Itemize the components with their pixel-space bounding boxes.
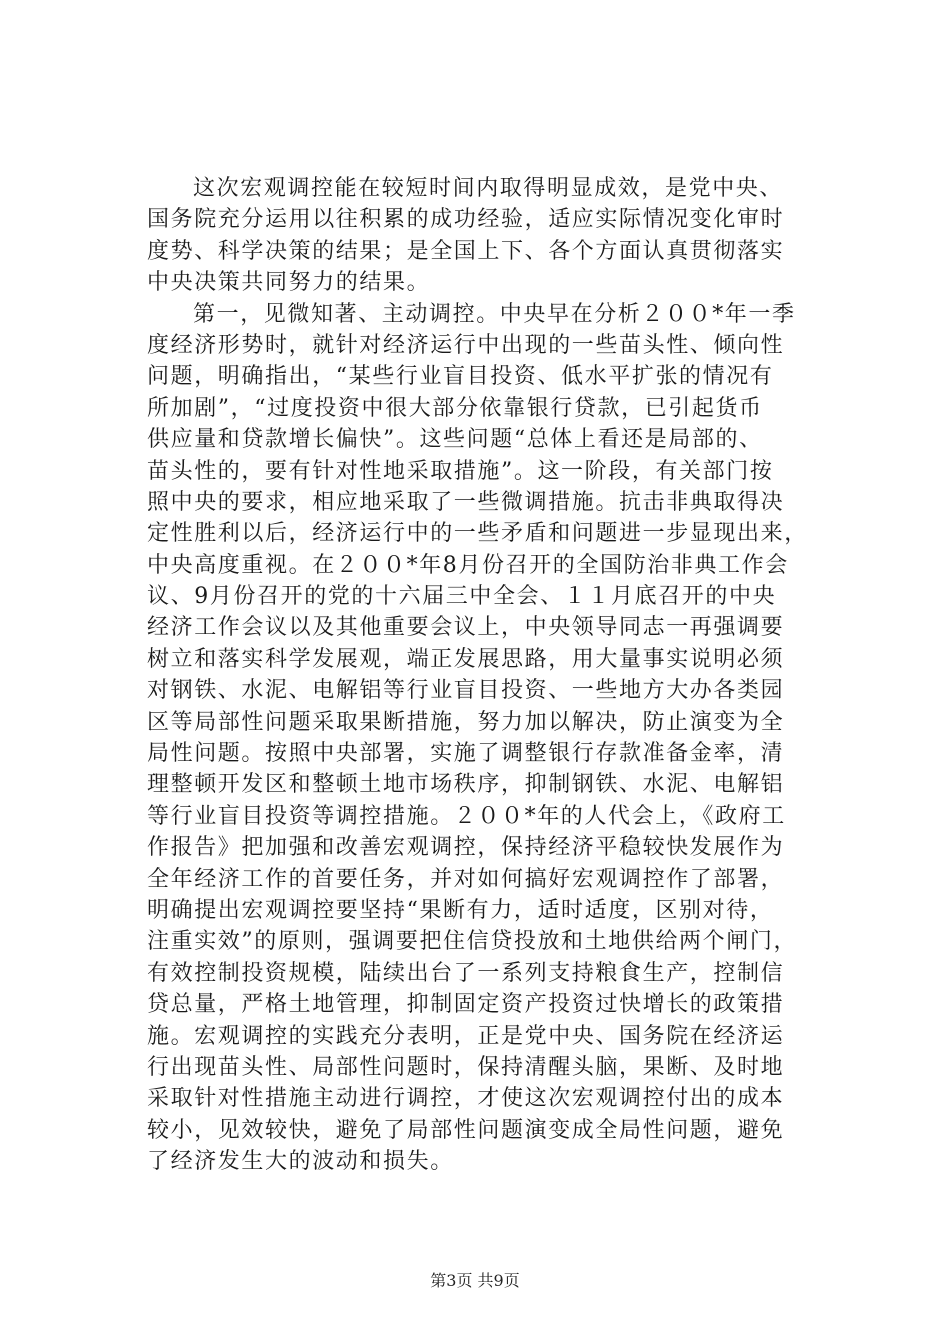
paragraph-line: 第一，见微知著、主动调控。中央早在分析２００*年一季 xyxy=(193,301,796,327)
paragraph-line: 苗头性的，要有针对性地采取措施”。这一阶段，有关部门按 xyxy=(147,458,774,484)
page-footer: 第3页 共9页 xyxy=(430,1271,520,1290)
paragraph-line: 问题，明确指出，“某些行业盲目投资、低水平扩张的情况有 xyxy=(147,364,774,390)
paragraph-line: 议、9月份召开的党的十六届三中全会、１１月底召开的中央 xyxy=(147,584,777,610)
paragraph-line: 了经济发生大的波动和损失。 xyxy=(147,1149,454,1175)
paragraph-line: 中央高度重视。在２００*年8月份召开的全国防治非典工作会 xyxy=(147,552,789,578)
paragraph-line: 注重实效”的原则，强调要把住信贷投放和土地供给两个闸门， xyxy=(147,929,798,955)
paragraph xyxy=(147,299,837,1178)
paragraph-line: 所加剧”，“过度投资中很大部分依靠银行贷款，已引起货币 xyxy=(147,395,763,421)
paragraph-line: 度经济形势时，就针对经济运行中出现的一些苗头性、倾向性 xyxy=(147,332,785,358)
paragraph-line: 定性胜利以后，经济运行中的一些矛盾和问题进一步显现出来， xyxy=(147,521,808,547)
paragraph-line: 经济工作会议以及其他重要会议上，中央领导同志一再强调要 xyxy=(147,615,785,641)
paragraph-line: 明确提出宏观调控要坚持“果断有力，适时适度，区别对待， xyxy=(147,897,774,923)
paragraph-line: 度势、科学决策的结果；是全国上下、各个方面认真贯彻落实 xyxy=(147,238,785,264)
paragraph-line: 理整顿开发区和整顿土地市场秩序，抑制钢铁、水泥、电解铝 xyxy=(147,772,785,798)
paragraph-line: 行出现苗头性、局部性问题时，保持清醒头脑，果断、及时地 xyxy=(147,1054,785,1080)
paragraph-line: 供应量和贷款增长偏快”。这些问题“总体上看还是局部的、 xyxy=(147,427,763,453)
paragraph-line: 采取针对性措施主动进行调控，才使这次宏观调控付出的成本 xyxy=(147,1086,785,1112)
paragraph-line: 树立和落实科学发展观，端正发展思路，用大量事实说明必须 xyxy=(147,646,785,672)
paragraph-line: 较小，见效较快，避免了局部性问题演变成全局性问题，避免 xyxy=(147,1117,785,1143)
paragraph-line: 局性问题。按照中央部署，实施了调整银行存款准备金率，清 xyxy=(147,741,785,767)
paragraph-line: 照中央的要求，相应地采取了一些微调措施。抗击非典取得决 xyxy=(147,489,785,515)
document-body xyxy=(147,173,837,1178)
paragraph-line: 有效控制投资规模，陆续出台了一系列支持粮食生产，控制信 xyxy=(147,960,785,986)
paragraph-line: 区等局部性问题采取果断措施，努力加以解决，防止演变为全 xyxy=(147,709,785,735)
paragraph-line: 对钢铁、水泥、电解铝等行业盲目投资、一些地方大办各类园 xyxy=(147,678,785,704)
paragraph xyxy=(147,173,837,299)
paragraph-line: 全年经济工作的首要任务，并对如何搞好宏观调控作了部署， xyxy=(147,866,785,892)
paragraph-line: 中央决策共同努力的结果。 xyxy=(147,270,431,296)
paragraph-line: 这次宏观调控能在较短时间内取得明显成效，是党中央、 xyxy=(193,176,784,201)
paragraph-line: 施。宏观调控的实践充分表明，正是党中央、国务院在经济运 xyxy=(147,1023,785,1049)
paragraph-line: 等行业盲目投资等调控措施。２００*年的人代会上，《政府工 xyxy=(147,803,786,829)
paragraph-line: 国务院充分运用以往积累的成功经验，适应实际情况变化审时 xyxy=(147,207,785,233)
paragraph-line: 贷总量，严格土地管理，抑制固定资产投资过快增长的政策措 xyxy=(147,992,785,1018)
paragraph-line: 作报告》把加强和改善宏观调控，保持经济平稳较快发展作为 xyxy=(147,835,785,861)
